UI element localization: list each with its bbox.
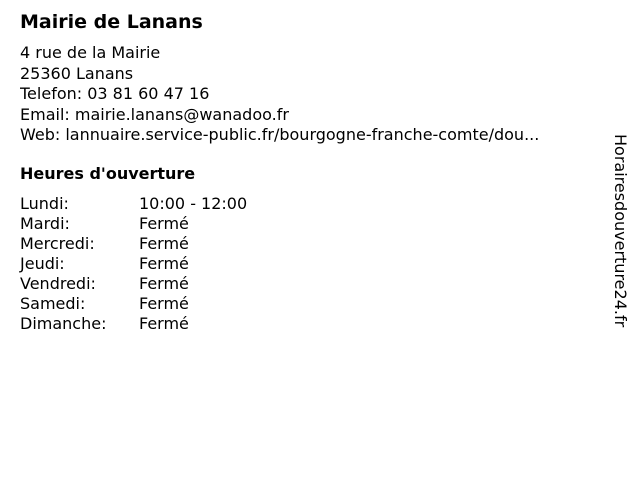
hours-row-monday xyxy=(20,194,610,214)
website-link[interactable]: Web: lannuaire.service-public.fr/bourgogne-franche-comte/dou... xyxy=(20,125,540,144)
day-label: Mercredi: xyxy=(20,233,95,253)
day-label: Samedi: xyxy=(20,293,86,313)
day-hours: Fermé xyxy=(139,253,189,273)
street-address: 4 rue de la Mairie xyxy=(20,43,161,62)
hours-row-thursday xyxy=(20,254,610,274)
day-hours: Fermé xyxy=(139,293,189,313)
site-brand-vertical: Horairesdouverture24.fr xyxy=(611,134,630,328)
contact-block xyxy=(20,43,610,146)
day-hours: Fermé xyxy=(139,313,189,333)
phone-number[interactable]: Telefon: 03 81 60 47 16 xyxy=(20,84,210,103)
opening-hours-table xyxy=(20,194,610,334)
hours-row-sunday xyxy=(20,314,610,334)
day-label: Lundi: xyxy=(20,193,69,213)
day-label: Jeudi: xyxy=(20,253,65,273)
email-address[interactable]: Email: mairie.lanans@wanadoo.fr xyxy=(20,104,289,124)
day-hours: Fermé xyxy=(139,273,189,293)
day-label: Dimanche: xyxy=(20,313,107,333)
postal-city: 25360 Lanans xyxy=(20,63,134,83)
day-hours: Fermé xyxy=(139,213,189,233)
hours-row-saturday xyxy=(20,294,610,314)
hours-row-tuesday xyxy=(20,214,610,234)
day-label: Vendredi: xyxy=(20,273,96,293)
opening-hours-heading: Heures d'ouverture xyxy=(20,163,196,183)
day-hours: Fermé xyxy=(139,233,189,253)
hours-row-friday xyxy=(20,274,610,294)
business-card xyxy=(20,10,610,334)
business-name: Mairie de Lanans xyxy=(20,11,203,33)
day-label: Mardi: xyxy=(20,213,70,233)
hours-row-wednesday xyxy=(20,234,610,254)
day-hours: 10:00 - 12:00 xyxy=(139,193,248,213)
